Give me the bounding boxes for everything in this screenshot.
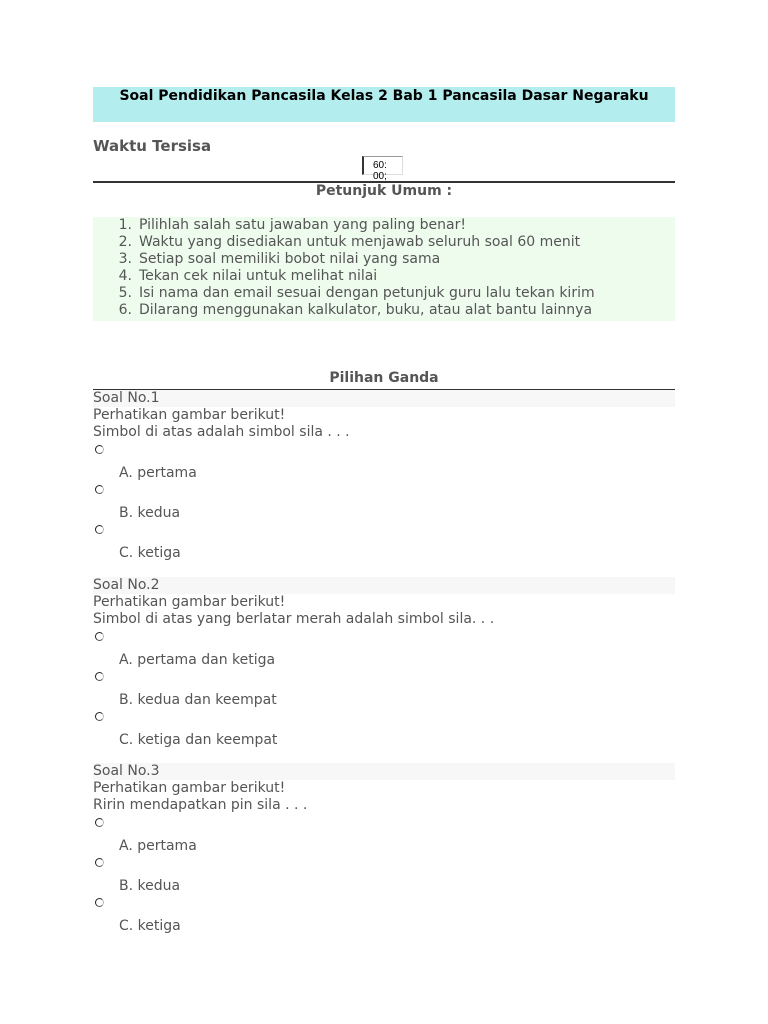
radio-button[interactable] <box>95 818 104 827</box>
radio-button[interactable] <box>95 485 104 494</box>
section-heading: Pilihan Ganda <box>329 370 439 386</box>
instruction-item: 2. Waktu yang disediakan untuk menjawab seluruh soal 60 menit <box>118 234 581 250</box>
instructions-list <box>93 217 675 321</box>
radio-button[interactable] <box>95 858 104 867</box>
answer-option[interactable] <box>93 521 675 561</box>
question-number: Soal No.2 <box>93 577 675 594</box>
radio-button[interactable] <box>95 712 104 721</box>
option-label: B. kedua <box>119 505 181 521</box>
option-label: C. ketiga <box>119 545 181 561</box>
instructions-heading: Petunjuk Umum : <box>315 183 453 199</box>
answer-option[interactable] <box>93 854 675 894</box>
option-label: C. ketiga dan keempat <box>119 732 278 748</box>
answer-option[interactable] <box>93 628 675 668</box>
instruction-item: 1. Pilihlah salah satu jawaban yang paling benar! <box>118 217 466 233</box>
radio-button[interactable] <box>95 445 104 454</box>
answer-option[interactable] <box>93 708 675 748</box>
question-text: Perhatikan gambar berikut! <box>93 594 286 610</box>
question-text: Perhatikan gambar berikut! <box>93 407 286 423</box>
radio-button[interactable] <box>95 525 104 534</box>
answer-option[interactable] <box>93 668 675 708</box>
timer-label: Waktu Tersisa <box>93 137 212 155</box>
question-text: Simbol di atas adalah simbol sila . . . <box>93 424 350 440</box>
option-label: B. kedua dan keempat <box>119 692 277 708</box>
question-2 <box>93 577 675 748</box>
answer-option[interactable] <box>93 894 675 934</box>
question-1 <box>93 390 675 561</box>
question-text: Perhatikan gambar berikut! <box>93 780 286 796</box>
option-label: A. pertama <box>119 465 197 481</box>
question-number: Soal No.1 <box>93 390 675 407</box>
instruction-item: 3. Setiap soal memiliki bobot nilai yang sama <box>118 251 441 267</box>
question-number: Soal No.3 <box>93 763 675 780</box>
instruction-item: 4. Tekan cek nilai untuk melihat nilai <box>118 268 378 284</box>
instruction-item: 5. Isi nama dan email sesuai dengan petunjuk guru lalu tekan kirim <box>118 285 595 301</box>
answer-option[interactable] <box>93 814 675 854</box>
answer-option[interactable] <box>93 481 675 521</box>
radio-button[interactable] <box>95 898 104 907</box>
answer-option[interactable] <box>93 441 675 481</box>
question-text: Simbol di atas yang berlatar merah adalah simbol sila. . . <box>93 611 495 627</box>
question-text: Ririn mendapatkan pin sila . . . <box>93 797 308 813</box>
question-3 <box>93 763 675 934</box>
timer-display: 60: 00; <box>362 156 403 175</box>
option-label: C. ketiga <box>119 918 181 934</box>
page-title: Soal Pendidikan Pancasila Kelas 2 Bab 1 Pancasila Dasar Negaraku <box>93 87 675 122</box>
option-label: A. pertama dan ketiga <box>119 652 276 668</box>
instruction-item: 6. Dilarang menggunakan kalkulator, buku, atau alat bantu lainnya <box>118 302 593 318</box>
radio-button[interactable] <box>95 672 104 681</box>
radio-button[interactable] <box>95 632 104 641</box>
option-label: B. kedua <box>119 878 181 894</box>
option-label: A. pertama <box>119 838 197 854</box>
